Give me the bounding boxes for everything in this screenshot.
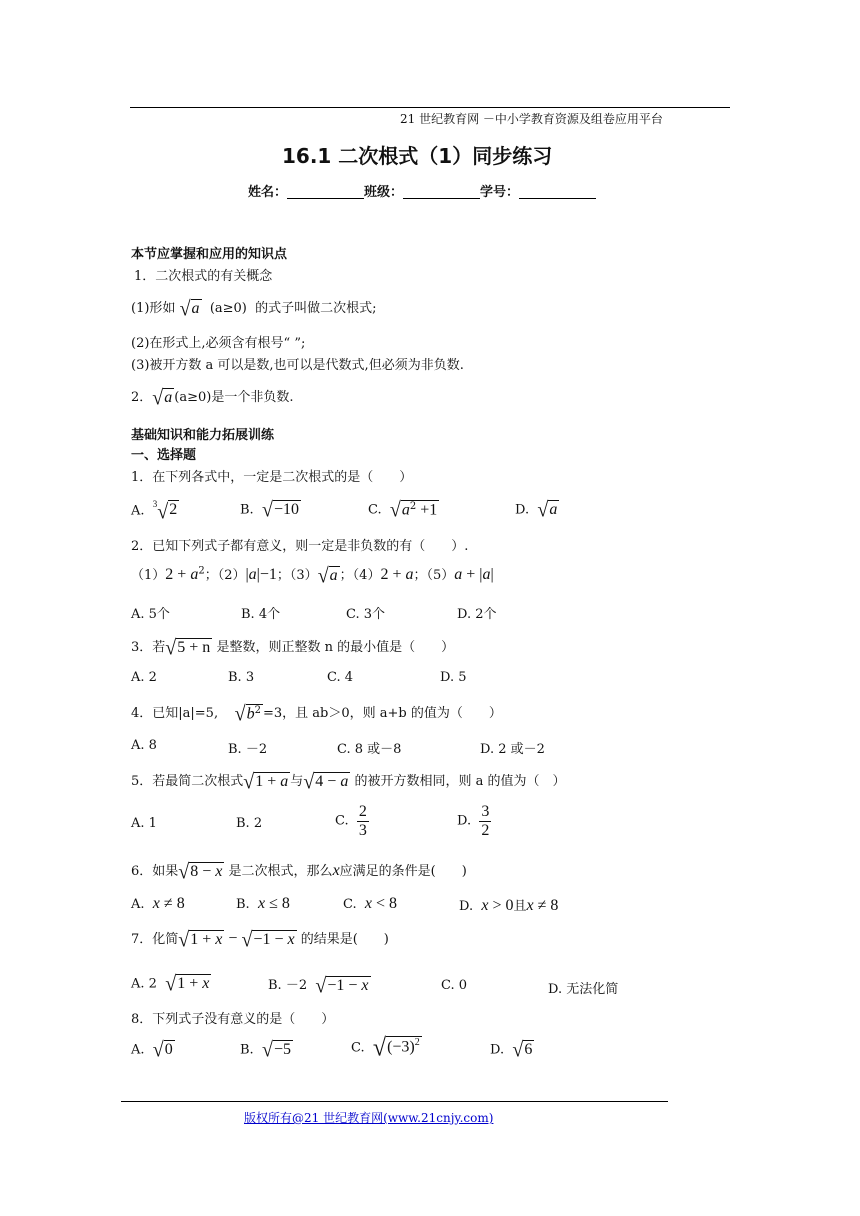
q6-option-d: D. x > 0且x ≠ 8 [459,897,559,914]
question-2: 2．已知下列式子都有意义，则一定是非负数的有（ ）. [131,539,469,554]
question-4: 4．已知|a|=5, √ $b^2$ =3，且 ab＞0，则 a+b 的值为（ ） [131,701,502,726]
q2-option-d: D. 2个 [457,607,497,622]
id-label: 学号： [480,185,520,200]
knowledge-heading: 本节应掌握和应用的知识点 [131,247,288,262]
q5-option-a: A. 1 [131,816,157,831]
q7-option-d: D. 无法化简 [548,982,619,997]
footer-copyright-link[interactable]: 版权所有@21 世纪教育网(www.21cnjy.com) [244,1111,494,1125]
question-7: 7．化简 √ 1 + x − √ −1 − x 的结果是( ) [131,927,389,952]
question-5: 5．若最简二次根式 √ 1 + a 与 √ 4 − a 的被开方数相同，则 a 的值为（ ） [131,769,566,794]
question-8: 8．下列式子没有意义的是（ ） [131,1012,335,1027]
q1-option-b: B. √ −10 [240,498,299,522]
q2-option-a: A. 5个 [131,607,170,622]
q7-option-c: C. 0 [441,978,468,993]
class-blank[interactable] [403,184,480,199]
knowledge-p3: (2)在形式上,必须含有根号“ ”; [131,336,306,351]
q8-option-a: A. √ 0 [131,1038,173,1062]
choice-heading: 一、选择题 [131,448,197,463]
question-1: 1．在下列各式中，一定是二次根式的是（ ） [131,470,413,485]
q6-option-b: B. x ≤ 8 [236,895,290,912]
q1-option-d: D. √ a [515,498,558,522]
q2-expressions: $(1)2 + a^2$；（2）|a|−1；（3） √ a ；（4）2 + a；（5）a + |a| [131,563,494,588]
class-label: 班级： [364,185,404,200]
q5-option-d: D. $\frac{3}{2}$ [457,803,490,839]
name-blank[interactable] [287,184,364,199]
q4-option-b: B. －2 [228,742,268,757]
question-6: 6．如果 √ 8 − x 是二次根式，那么x应满足的条件是( ) [131,859,467,884]
q6-option-c: C. x < 8 [343,895,398,912]
page-title: 16.1 二次根式（1）同步练习 [282,144,553,168]
q4-option-c: C. 8 或－8 [337,742,402,757]
q8-option-c: C. √ $(-3)^2$ [351,1034,420,1062]
id-blank[interactable] [519,184,596,199]
student-fields [248,181,596,200]
name-label: 姓名： [248,185,288,200]
knowledge-p1: 1．二次根式的有关概念 [134,269,273,284]
q8-option-d: D. √ 6 [490,1038,533,1062]
knowledge-p2: (1)形如 √ a (a≥0) 的式子叫做二次根式; [131,296,377,321]
q1-option-a: A. $^3$√ 2 [131,498,178,524]
sqrt-a-expr-2: √ a [152,385,173,410]
q5-option-b: B. 2 [236,816,263,831]
q3-option-b: B. 3 [228,670,255,685]
question-3: 3．若 √ 5 + n 是整数，则正整数 n 的最小值是（ ） [131,635,455,660]
q4-option-a: A. 8 [131,738,157,753]
exercises-heading: 基础知识和能力拓展训练 [131,428,275,443]
footer-rule [121,1101,668,1102]
q4-option-d: D. 2 或－2 [480,742,545,757]
q3-option-a: A. 2 [131,670,157,685]
q2-option-c: C. 3个 [346,607,386,622]
q5-option-c: C. $\frac{2}{3}$ [335,803,367,839]
q8-option-b: B. √ −5 [240,1038,291,1062]
q1-option-c: C. √ $a^2 +1$ [368,498,438,522]
knowledge-p5: 2． √ a (a≥0)是一个非负数. [131,385,294,410]
q2-option-b: B. 4个 [241,607,281,622]
header-site-text: 21 世纪教育网 －中小学教育资源及组卷应用平台 [400,112,663,126]
q7-option-b: B. －2 √ −1 − x [268,973,369,998]
q3-option-d: D. 5 [440,670,467,685]
q3-option-c: C. 4 [327,670,354,685]
sqrt-a-expr: √ a [179,296,200,321]
q6-option-a: A. x ≠ 8 [131,895,185,912]
q7-option-a: A. 2 √ 1 + x [131,972,210,996]
header-rule [130,107,730,108]
knowledge-p4: (3)被开方数 a 可以是数,也可以是代数式,但必须为非负数. [131,358,464,373]
